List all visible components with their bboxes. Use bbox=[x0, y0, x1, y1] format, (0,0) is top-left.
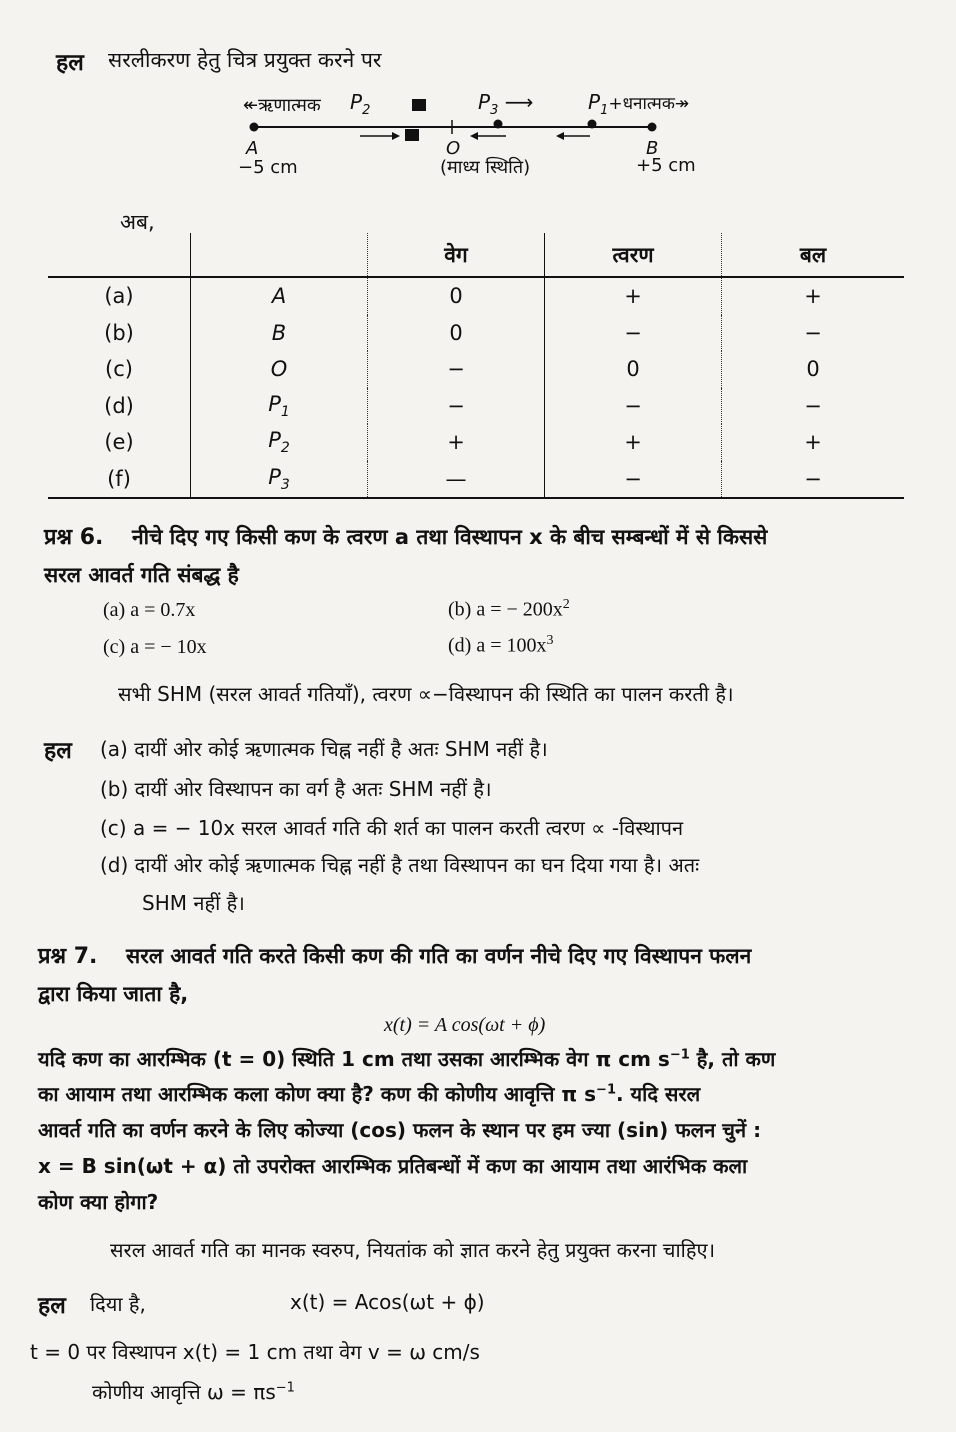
solution-table bbox=[48, 233, 904, 499]
question-6-hal-label: हल bbox=[44, 738, 72, 764]
point-a-position: −5 cm bbox=[238, 157, 298, 178]
ab-label: अब, bbox=[120, 210, 155, 234]
option-b: (b) a = − $200x^2$ bbox=[448, 597, 570, 621]
row-point: B bbox=[191, 315, 368, 352]
point-o-description: (माध्य स्थिति) bbox=[440, 157, 531, 178]
point-p1-label: $P_1+धनात्मक↠$ bbox=[588, 90, 690, 118]
row-acceleration: − bbox=[545, 315, 722, 352]
row-id: (d) bbox=[48, 388, 191, 425]
question-7-line-5: आवर्त गति का वर्णन करने के लिए कोज्या (cos) फलन के स्थान पर हम ज्या (sin) फलन चुनें : bbox=[38, 1118, 762, 1142]
question-7-solution-line-1: t = 0 पर विस्थापन x(t) = 1 cm तथा वेग v = ω cm/s bbox=[30, 1340, 480, 1364]
point-b-dot bbox=[648, 123, 657, 132]
intro-text: सरलीकरण हेतु चित्र प्रयुक्त करने पर bbox=[108, 48, 382, 72]
option-c: (c) a = − 10x bbox=[103, 636, 207, 658]
row-id: (a) bbox=[48, 277, 191, 315]
row-point: O bbox=[191, 351, 368, 388]
row-id: (f) bbox=[48, 461, 191, 499]
question-7-line-1: सरल आवर्त गति करते किसी कण की गति का वर्णन नीचे दिए गए विस्थापन फलन bbox=[126, 944, 752, 968]
solution-6-a: (a) दायीं ओर कोई ऋणात्मक चिह्न नहीं है अतः SHM नहीं है। bbox=[100, 737, 548, 761]
question-7-given: दिया है, bbox=[90, 1292, 146, 1316]
question-7-line-7: कोण क्या होगा? bbox=[38, 1190, 159, 1214]
question-7-line-2: द्वारा किया जाता है, bbox=[38, 982, 189, 1006]
table-row bbox=[48, 424, 904, 461]
solution-6-d-line-2: SHM नहीं है। bbox=[142, 891, 245, 915]
row-point: $P_1$ bbox=[191, 388, 368, 425]
row-acceleration: − bbox=[545, 388, 722, 425]
point-p3-label: $P_3$ ⟶ bbox=[478, 90, 534, 118]
point-b-position: +5 cm bbox=[636, 155, 696, 176]
table-row bbox=[48, 388, 904, 425]
table-row bbox=[48, 315, 904, 352]
question-7-line-4: का आयाम तथा आरम्भिक कला कोण क्या है? कण की कोणीय आवृत्ति π $s^{-1}$. यदि सरल bbox=[38, 1082, 701, 1106]
question-7-given-formula: x(t) = Acos(ωt + ϕ) bbox=[290, 1290, 485, 1314]
row-point: $P_3$ bbox=[191, 461, 368, 499]
point-a-dot bbox=[250, 123, 259, 132]
row-velocity: 0 bbox=[368, 315, 545, 352]
row-force: 0 bbox=[806, 357, 820, 382]
question-7-hal-label: हल bbox=[38, 1293, 66, 1319]
point-p2-label: $P_2$ bbox=[350, 90, 371, 118]
question-7-hint: सरल आवर्त गति का मानक स्वरुप, नियतांक को ज्ञात करने हेतु प्रयुक्त करना चाहिए। bbox=[110, 1238, 716, 1262]
row-force: + bbox=[804, 284, 822, 309]
row-force: + bbox=[804, 430, 822, 455]
table-row bbox=[48, 461, 904, 499]
point-o-label: O bbox=[446, 138, 461, 159]
table-header-velocity: वेग bbox=[368, 233, 545, 277]
table-header-row bbox=[48, 233, 904, 277]
question-6-label: प्रश्न 6. bbox=[44, 525, 104, 550]
row-id: (e) bbox=[48, 424, 191, 461]
row-acceleration: − bbox=[545, 461, 722, 499]
question-7-line-6: x = B sin(ωt + α) तो उपरोक्त आरम्भिक प्रतिबन्धों में कण का आयाम तथा आरंभिक कला bbox=[38, 1154, 748, 1178]
option-d: (d) $a = 100x^3$ bbox=[448, 633, 554, 657]
hal-label: हल bbox=[56, 50, 84, 76]
row-acceleration: + bbox=[545, 277, 722, 315]
question-6-line-1: नीचे दिए गए किसी कण के त्वरण a तथा विस्थापन x के बीच सम्बन्धों में से किससे bbox=[132, 525, 768, 549]
table-header-cell bbox=[191, 233, 368, 277]
row-acceleration: + bbox=[545, 424, 722, 461]
row-velocity: + bbox=[368, 424, 545, 461]
row-id: (c) bbox=[48, 351, 191, 388]
solution-6-d-line-1: (d) दायीं ओर कोई ऋणात्मक चिह्न नहीं है तथा विस्थापन का घन दिया गया है। अतः bbox=[100, 853, 700, 877]
solution-6-c: (c) a = − 10x सरल आवर्त गति की शर्त का पालन करती त्वरण ∝ -विस्थापन bbox=[100, 816, 684, 840]
point-p3-dot bbox=[494, 120, 503, 129]
negative-direction-label: ↞ऋणात्मक bbox=[243, 95, 321, 116]
row-velocity: 0 bbox=[368, 277, 545, 315]
point-p1-dot bbox=[588, 120, 597, 129]
row-force: − bbox=[804, 393, 822, 418]
table-header-force: बल bbox=[722, 233, 905, 277]
particle-square-2 bbox=[405, 129, 419, 141]
table-header-acceleration: त्वरण bbox=[545, 233, 722, 277]
row-acceleration: 0 bbox=[545, 351, 722, 388]
point-b-label: B bbox=[646, 138, 659, 159]
question-6-hint: सभी SHM (सरल आवर्त गतियाँ), त्वरण ∝−विस्थापन की स्थिति का पालन करती है। bbox=[118, 682, 734, 706]
question-7-solution-line-2: कोणीय आवृत्ति $\omega = \pi s^{-1}$ bbox=[92, 1380, 295, 1404]
question-6-line-2: सरल आवर्त गति संबद्ध है bbox=[44, 563, 239, 587]
row-force: − bbox=[722, 461, 905, 499]
row-force: − bbox=[804, 320, 822, 345]
table-row bbox=[48, 351, 904, 388]
row-id: (b) bbox=[48, 315, 191, 352]
solution-6-b: (b) दायीं ओर विस्थापन का वर्ग है अतः SHM नहीं है। bbox=[100, 777, 492, 801]
table-header-cell bbox=[48, 233, 191, 277]
point-a-label: A bbox=[246, 138, 259, 159]
row-velocity: — bbox=[368, 461, 545, 499]
question-7-line-3: यदि कण का आरम्भिक (t = 0) स्थिति 1 cm तथा उसका आरम्भिक वेग π cm $s^{-1}$ है, तो कण bbox=[38, 1047, 776, 1071]
table-row bbox=[48, 277, 904, 315]
row-velocity: − bbox=[368, 388, 545, 425]
row-point: $P_2$ bbox=[191, 424, 368, 461]
question-7-label: प्रश्न 7. bbox=[38, 944, 98, 969]
option-a: (a) a = 0.7x bbox=[103, 599, 196, 621]
question-7-formula: x(t) = A cos(ωt + ϕ) bbox=[384, 1014, 546, 1036]
row-point: A bbox=[191, 277, 368, 315]
row-velocity: − bbox=[368, 351, 545, 388]
particle-square-icon bbox=[412, 99, 426, 111]
